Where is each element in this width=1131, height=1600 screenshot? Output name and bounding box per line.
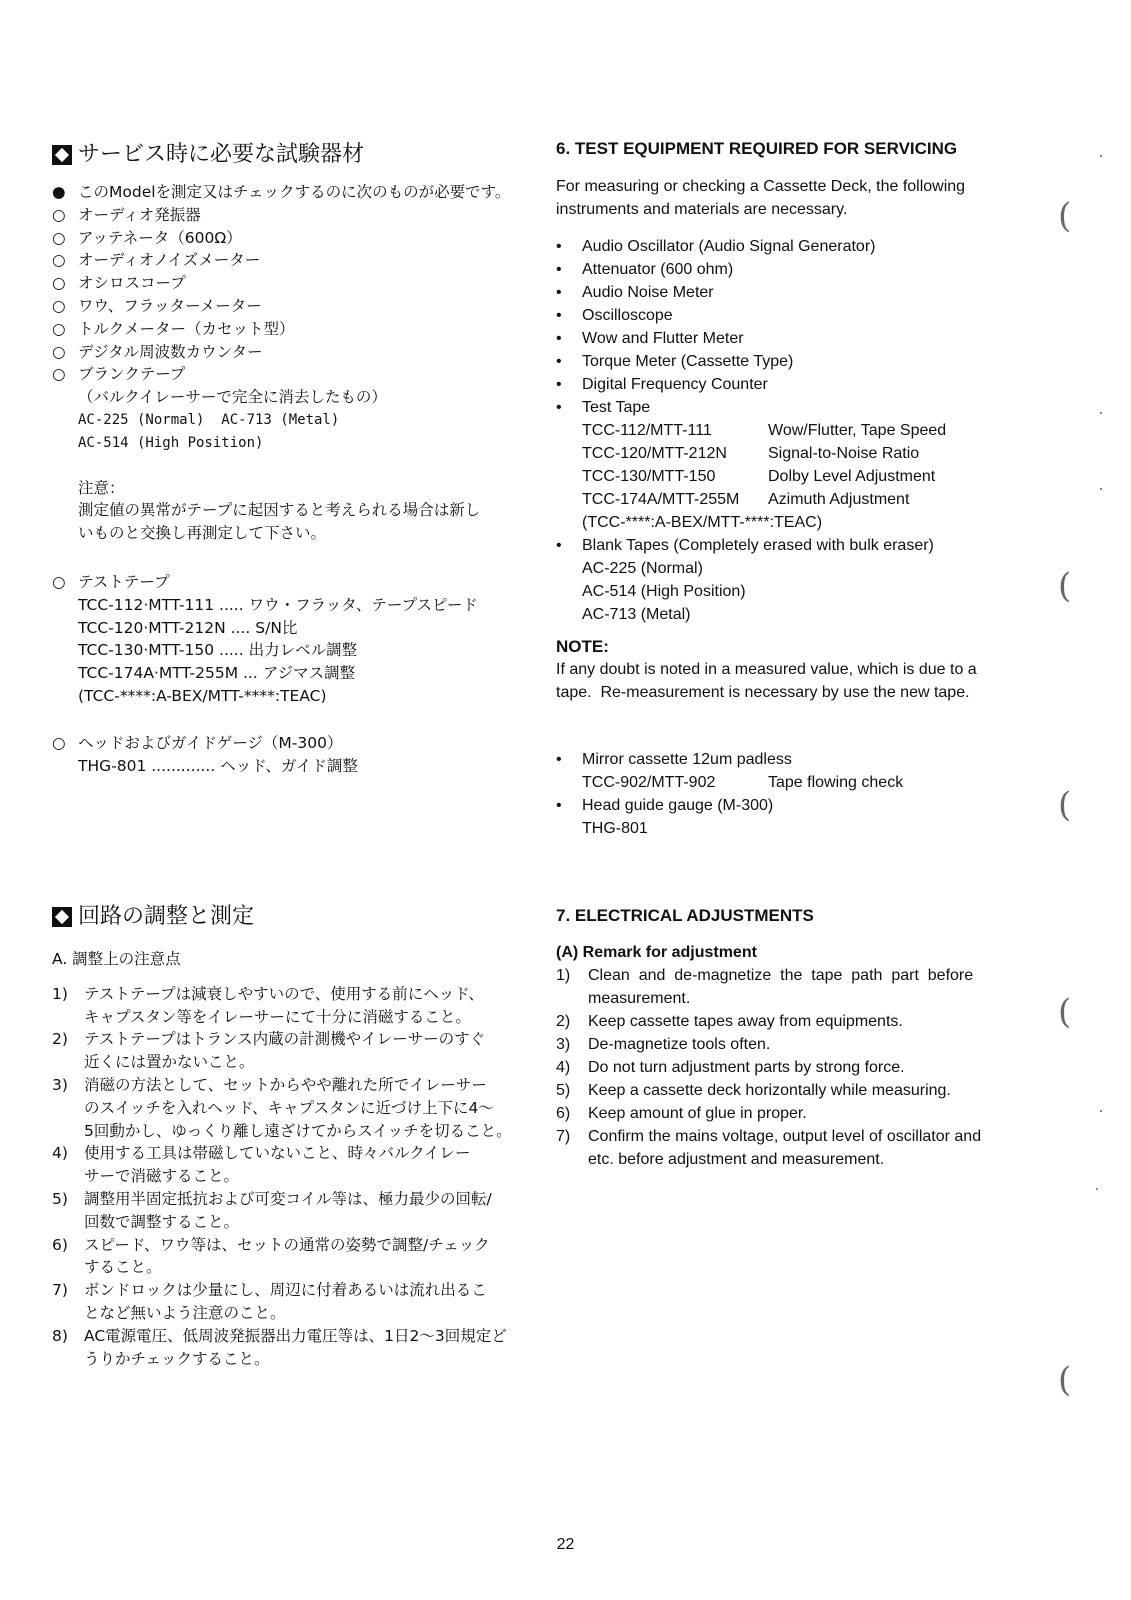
bullet-icon: • [556,751,562,768]
item-text [84,1074,512,1142]
bullet-icon: • [556,537,562,554]
en-note: NOTE: If any doubt is noted in a measured value, which is due to a tape. Re-measurement is necessary by use the new tape. [556,637,977,701]
jp-test-tapes: ○ テストテープ TCC-112·MTT-111 ..... ワウ・フラッタ、テープスピード TCC-120·MTT-212N .... S/N比 TCC-130·MTT-150 ..... 出力レベル調整 TCC-174A·MTT-255M ... アジマス調整 (TCC-****:A-BEX/MTT-****:TEAC) [52,571,522,708]
list-item [52,1074,532,1142]
list-item: • Blank Tapes (Completely erased with bulk eraser) [556,534,1026,557]
list-item [556,1079,1026,1102]
scan-mark: ( [1058,992,1072,1032]
scan-mark: ( [1058,785,1072,825]
item-text [84,1234,490,1280]
diamond-box-icon [52,907,72,927]
list-item [52,1234,532,1280]
scan-dot [1100,412,1102,414]
scan-dot [1100,488,1102,490]
list-item: ○ オーディオノイズメーター [52,249,522,272]
item-text [84,1325,507,1371]
item-number: 2) [556,1013,571,1030]
list-item [52,1188,532,1234]
circle-icon: ○ [52,228,66,247]
en-extra-list: • Mirror cassette 12um padless TCC-902/MTT-902 Tape flowing check • Head guide gauge (M-300) THG-801 [556,748,1026,840]
left-column [52,140,522,170]
circle-icon: ○ [52,342,66,361]
table-row: TCC-120/MTT-212N Signal-to-Noise Ratio [582,445,920,462]
item-text [588,1033,770,1056]
circle-icon: ○ [52,205,66,224]
jp-adjust-list [52,948,532,1370]
list-item: ○ テストテープ [52,571,522,594]
bullet-icon: • [556,330,562,347]
item-number: 2) [52,1030,68,1049]
item-number: 8) [52,1326,68,1345]
list-item: ○ トルクメーター（カセット型） [52,318,522,341]
jp-gauge: ○ ヘッドおよびガイドゲージ（M-300） THG-801 ............. ヘッド、ガイド調整 [52,732,522,778]
bullet-icon: • [556,238,562,255]
scan-mark: ( [1058,1360,1072,1400]
item-line: measurement. [588,990,691,1007]
bullet-icon: • [556,284,562,301]
item-line: テストテープはトランス内蔵の計測機やイレーサーのすぐ [84,1030,486,1049]
table-row: TCC-112/MTT-111 Wow/Flutter, Tape Speed [582,422,947,439]
list-item: • Mirror cassette 12um padless [556,748,1026,771]
list-item: ○ ブランクテープ [52,363,522,386]
jp-heading-adjust-block [52,902,522,932]
list-item: ○ アッテネータ（600Ω） [52,227,522,250]
list-item: • Oscilloscope [556,304,1026,327]
item-text [588,964,973,1010]
list-item [52,1142,532,1188]
list-item: • Test Tape [556,396,1026,419]
table-row: TCC-174A/MTT-255M Azimuth Adjustment [582,491,910,508]
bullet-icon: • [556,399,562,416]
page-number: 22 [556,1536,575,1553]
right-column [556,137,1026,840]
circle-icon: ○ [52,251,66,270]
item-text [588,1079,951,1102]
item-line: となど無いよう注意のこと。 [84,1303,286,1322]
bullet-icon: • [556,376,562,393]
list-item [556,1056,1026,1079]
list-item [556,1102,1026,1125]
item-line: 5回動かし、ゆっくり離し遠ざけてからスイッチを切ること。 [84,1121,512,1140]
item-line: AC電源電圧、低周波発振器出力電圧等は、1日2〜3回規定ど [84,1326,507,1345]
list-item [556,964,1026,1010]
item-number: 6) [556,1105,571,1122]
bullet-icon: • [556,353,562,370]
circle-icon: ○ [52,296,66,315]
item-text [84,1142,470,1188]
item-line: Keep cassette tapes away from equipments. [588,1013,903,1030]
bullet-icon: ● [52,183,66,201]
jp-heading-equipment: サービス時に必要な試験器材 [52,140,522,170]
item-number: 1) [52,984,68,1003]
list-item: ○ ヘッドおよびガイドゲージ（M-300） [52,732,522,755]
list-item [556,1010,1026,1033]
jp-equipment-list [52,181,522,777]
item-line: スピード、ワウ等は、セットの通常の姿勢で調整/チェック [84,1235,490,1254]
circle-icon: ○ [52,319,66,338]
en-adjust-items [556,964,1026,1171]
jp-note: 注意： 測定値の異常がテープに起因すると考えられる場合は新し いものと交換し再測定して下さい。 [78,478,481,543]
item-line: 調整用半固定抵抗および可変コイル等は、極力最少の回転/ [84,1189,492,1208]
item-text [84,983,484,1029]
item-number: 6) [52,1235,68,1254]
list-item: • Audio Noise Meter [556,281,1026,304]
list-item [52,1279,532,1325]
item-text [84,1188,492,1234]
scan-mark: ( [1058,566,1072,606]
bullet-icon: • [556,261,562,278]
list-item: ● このModelを測定又はチェックするのに次のものが必要です。 [52,181,522,204]
list-item: • Digital Frequency Counter [556,373,1026,396]
item-number: 3) [556,1036,571,1053]
list-item: ○ オーディオ発振器 [52,204,522,227]
item-line: ボンドロックは少量にし、周辺に付着あるいは流れ出るこ [84,1281,487,1300]
item-line: Do not turn adjustment parts by strong force. [588,1059,905,1076]
item-number: 4) [556,1059,571,1076]
circle-icon: ○ [52,365,66,384]
item-line: Keep amount of glue in proper. [588,1105,807,1122]
item-text [588,1010,903,1033]
table-row: TCC-130/MTT-150 Dolby Level Adjustment [582,468,936,485]
item-line: Clean and de-magnetize the tape path part before [588,967,974,984]
heading-test-equipment: 6. TEST EQUIPMENT REQUIRED FOR SERVICING [556,139,958,158]
test-tape-table: TCC-112/MTT-111 Wow/Flutter, Tape Speed TCC-120/MTT-212N Signal-to-Noise Ratio TCC-130/MTT-150 Dolby Level Adjustment TCC-174A/MTT-255M Azimuth Adjustment (TCC-****:A-BEX/MTT-****:TEAC) [556,419,1026,534]
list-item [556,1033,1026,1056]
en-sub-a: (A) Remark for adjustment [556,944,757,961]
item-number: 4) [52,1144,68,1163]
list-item: ○ デジタル周波数カウンター [52,341,522,364]
item-line: Keep a cassette deck horizontally while measuring. [588,1082,951,1099]
item-text [588,1056,905,1079]
item-line: うりかチェックすること。 [84,1349,270,1368]
jp-heading-adjust: 回路の調整と測定 [52,902,522,932]
list-item: ○ ワウ、フラッターメーター [52,295,522,318]
item-number: 7) [52,1281,68,1300]
list-item: • Attenuator (600 ohm) [556,258,1026,281]
item-line: テストテープは減衰しやすいので、使用する前にヘッド、 [84,984,484,1003]
item-line: サーで消磁すること。 [84,1167,240,1186]
item-text [588,1102,807,1125]
item-line: 使用する工具は帯磁していないこと、時々バルクイレー [84,1144,471,1163]
jp-adjust-items [52,983,532,1371]
bullet-icon: • [556,797,562,814]
item-number: 5) [556,1082,571,1099]
heading-electrical-adjustments: 7. ELECTRICAL ADJUSTMENTS [556,906,814,925]
blank-tape-list: AC-225 (Normal) AC-514 (High Position) AC-713 (Metal) [582,560,746,623]
list-item: • Audio Oscillator (Audio Signal Generator) [556,235,1026,258]
item-line: 近くには置かないこと。 [84,1053,255,1072]
circle-icon: ○ [52,733,66,752]
list-item: ○ オシロスコープ [52,272,522,295]
item-number: 5) [52,1189,68,1208]
jp-sub-a: A. 調整上の注意点 [52,950,181,968]
item-number: 1) [556,967,571,984]
scan-dot [1096,1188,1098,1190]
item-line: のスイッチを入れヘッド、キャプスタンに近づけ上下に4〜 [84,1098,494,1117]
item-line: キャプスタン等をイレーサーにて十分に消磁すること。 [84,1007,471,1026]
list-item [52,983,532,1029]
circle-icon: ○ [52,274,66,293]
list-item: • Wow and Flutter Meter [556,327,1026,350]
item-text [84,1028,485,1074]
item-line: Confirm the mains voltage, output level of oscillator and [588,1128,982,1145]
scan-mark: ( [1058,196,1072,236]
list-item: • Head guide gauge (M-300) [556,794,1026,817]
circle-icon: ○ [52,572,66,591]
item-line: etc. before adjustment and measurement. [588,1151,885,1168]
item-line: すること。 [84,1258,162,1277]
item-line: 回数で調整すること。 [84,1212,240,1231]
item-number: 3) [52,1075,68,1094]
en-intro: For measuring or checking a Cassette Deck, the following instruments and materials are necessary. [556,178,966,218]
item-text [84,1279,487,1325]
scan-dot [1100,1110,1102,1112]
list-item: • Torque Meter (Cassette Type) [556,350,1026,373]
diamond-box-icon [52,145,72,165]
item-line: De-magnetize tools often. [588,1036,771,1053]
scan-dot [1100,155,1102,157]
item-text [588,1125,981,1171]
list-item [556,1125,1026,1171]
item-line: 消磁の方法として、セットからやや離れた所でイレーサー [84,1075,487,1094]
item-number: 7) [556,1128,571,1145]
list-item [52,1325,532,1371]
blank-tape-details: （バルクイレーサーで完全に消去したもの） AC-225 (Normal) AC-713 (Metal) AC-514 (High Position) [78,388,387,451]
table-row: TCC-902/MTT-902 Tape flowing check [582,774,904,791]
en-equipment-list [556,235,1026,626]
bullet-icon: • [556,307,562,324]
list-item [52,1028,532,1074]
right-adjust-section [556,904,1026,1171]
